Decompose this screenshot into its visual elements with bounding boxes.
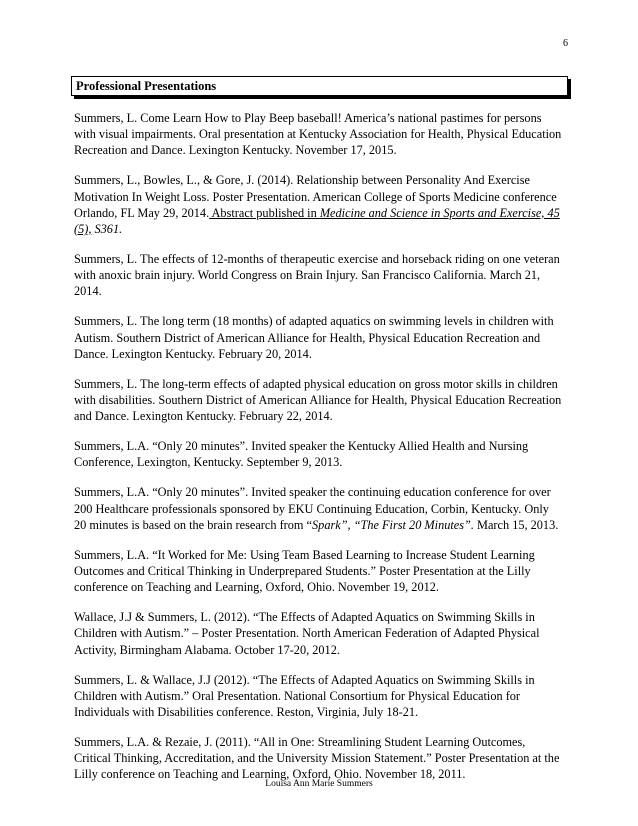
book-titles: Spark”, “The First 20 Minutes”. <box>312 517 474 532</box>
presentation-entry: Summers, L. & Wallace, J.J (2012). “The Effects of Adapted Aquatics on Swimming Skills in Children with Autism.” Oral Presentation. National Consortium for Physical Education for Individuals with Disabilities conference. Reston, Virginia, July 18-21. <box>74 672 535 720</box>
presentation-entry: Summers, L. The long-term effects of adapted physical education on gross motor skills in children with disabilities. Southern District of American Alliance for Health, Physical Education Recreation and Dance. Lexington Kentucky. February 22, 2014. <box>74 376 562 424</box>
presentation-entry: Wallace, J.J & Summers, L. (2012). “The Effects of Adapted Aquatics on Swimming Skills in Children with Autism.” – Poster Presentation. North American Federation of Adapted Physical Activity, Birmingham Alabama. October 17-20, 2012. <box>74 610 540 657</box>
presentation-entry: Summers, L.A. “Only 20 minutes”. Invited speaker the Kentucky Allied Health and Nursing Conference, Lexington, Kentucky. September 9, 2013. <box>74 439 529 470</box>
presentation-entry: Summers, L.A. “It Worked for Me: Using Team Based Learning to Increase Student Learning Outcomes and Critical Thinking in Underprepared Students.” Poster Presentation at the Lilly conference on Teaching and Learning, Oxford, Ohio. November 19, 2012. <box>74 547 535 595</box>
page-number: 6 <box>563 38 568 49</box>
section-title: Professional Presentations <box>76 79 217 93</box>
section-header <box>71 76 568 96</box>
presentation-entry: Summers, L.A. & Rezaie, J. (2011). “All in One: Streamlining Student Learning Outcomes, Critical Thinking, Accreditation, and the University Mission Statement.” Poster Presentation at the Lilly conference on Teaching and Learning, Oxford, Ohio. November 18, 2011. <box>74 735 560 782</box>
presentation-entry: Summers, L., Bowles, L., & Gore, J. (2014). Relationship between Personality And Exercise Motivation In Weight Loss. Poster Presentation. American College of Sports Medicine conference Orlando, FL May 29, 2014. Abstract published in Medicine and Science in Sports and Exercise, 45 (5), S361. <box>74 173 560 237</box>
presentation-entry: Summers, L. The effects of 12-months of therapeutic exercise and horseback riding on one veteran with anoxic brain injury. World Congress on Brain Injury. San Francisco California. March 21, 2014. <box>74 252 560 299</box>
presentation-entry: Summers, L. Come Learn How to Play Beep baseball! America’s national pastimes for persons with visual impairments. Oral presentation at Kentucky Association for Health, Physical Education Recreation and Dance. Lexington Kentucky. November 17, 2015. <box>74 111 562 158</box>
presentation-list <box>74 110 564 796</box>
page-footer: Louisa Ann Marie Summers <box>265 779 373 789</box>
journal-title: Medicine and Science in Sports and Exercise, 45 (5), <box>74 205 560 237</box>
presentation-entry: Summers, L. The long term (18 months) of adapted aquatics on swimming levels in children with Autism. Southern District of American Alliance for Health, Physical Education Recreation and Dance. Lexington Kentucky. February 20, 2014. <box>74 314 554 361</box>
abstract-citation: Abstract published in Medicine and Science in Sports and Exercise, 45 (5), <box>74 205 560 237</box>
presentation-entry: Summers, L.A. “Only 20 minutes”. Invited speaker the continuing education conference for over 200 Healthcare professionals sponsored by EKU Continuing Education, Corbin, Kentucky. Only 20 minutes is based on the brain research from “Spark”, “The First 20 Minutes”. March 15, 2013. <box>74 485 559 532</box>
